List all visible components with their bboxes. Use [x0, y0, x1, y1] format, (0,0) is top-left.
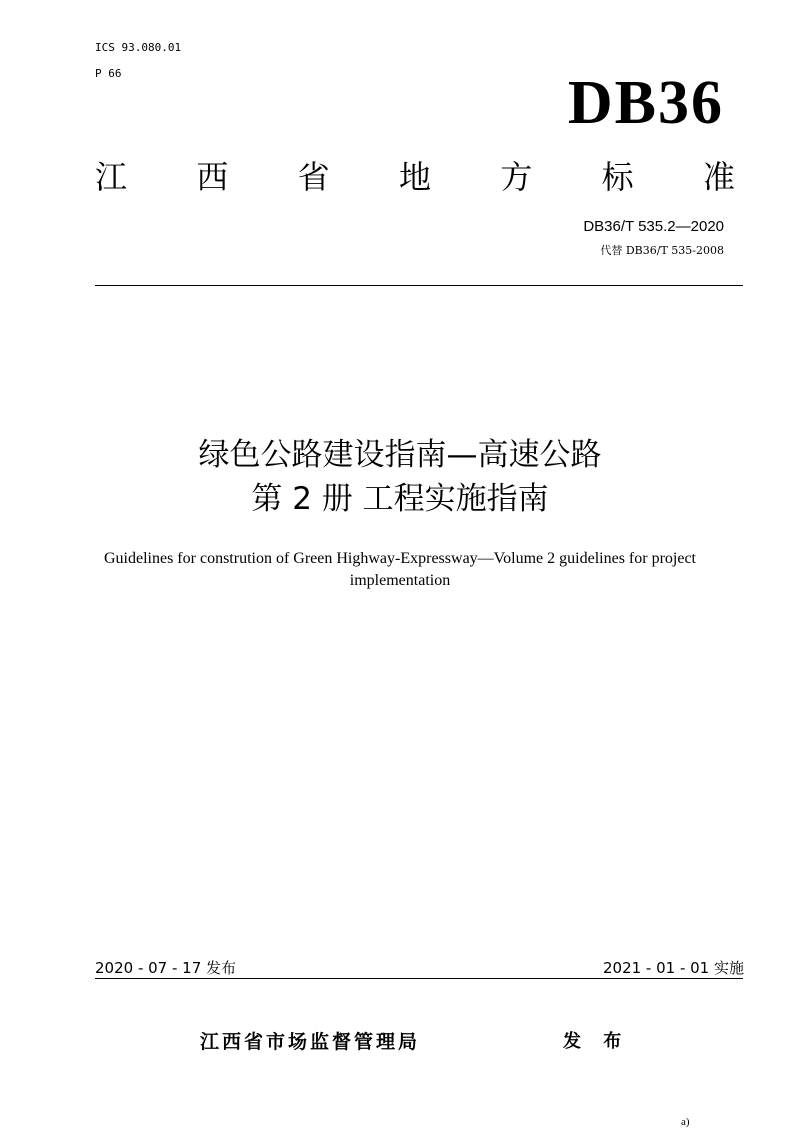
implementation-date: 2021 - 01 - 01 实施 [602, 959, 744, 977]
page-mark: a) [681, 1116, 690, 1128]
classification-code: P 66 [95, 67, 122, 80]
standard-type-char: 地 [398, 158, 431, 196]
standard-type-char: 标 [601, 158, 634, 196]
issue-date: 2020 - 07 - 17 发布 [95, 959, 237, 977]
standard-type-char: 准 [702, 158, 735, 196]
standard-number: DB36/T 535.2—2020 [583, 218, 724, 235]
issue-label: 发 布 [563, 1031, 630, 1052]
standard-code-logo: DB36 [567, 69, 724, 137]
issuing-authority: 江西省市场监督管理局 [200, 1031, 421, 1053]
ics-code: ICS 93.080.01 [95, 41, 182, 54]
standard-type-char: 江 [95, 158, 128, 196]
replaces-note: 代替 DB36/T 535-2008 [600, 244, 724, 257]
standard-type-heading [95, 156, 735, 198]
standard-type-char: 西 [196, 158, 229, 196]
bottom-divider [95, 978, 743, 979]
document-title-line2: 第 2 册 工程实施指南 [251, 481, 549, 517]
document-title-line1: 绿色公路建设指南—高速公路 [198, 437, 602, 473]
standard-type-char: 方 [500, 158, 533, 196]
english-title: Guidelines for constrution of Green Highway-Expressway—Volume 2 guidelines for project implementation [103, 550, 696, 589]
standard-type-char: 省 [297, 158, 330, 196]
top-divider [95, 285, 743, 286]
